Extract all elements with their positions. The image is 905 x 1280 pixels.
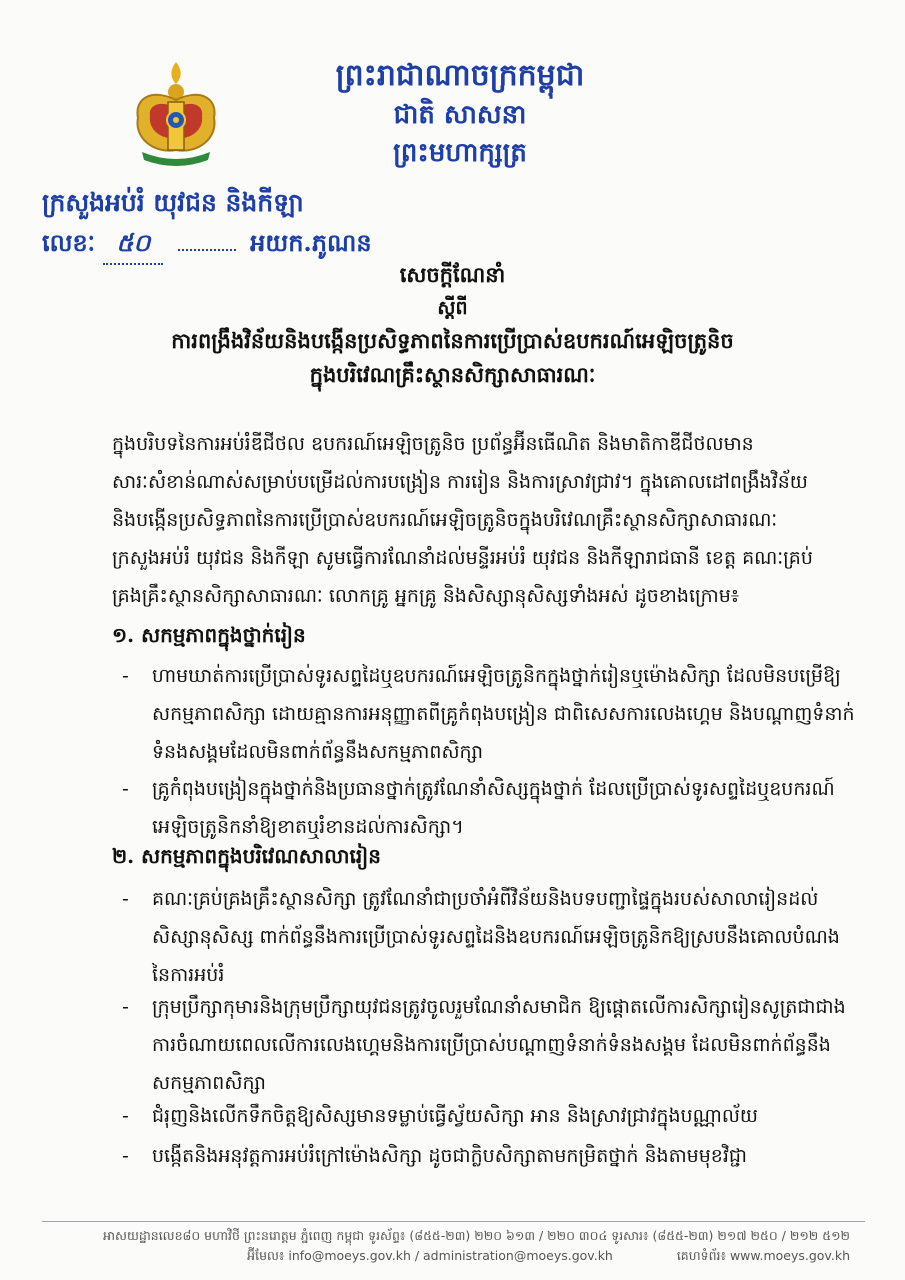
- intro-paragraph: ក្នុងបរិបទនៃការអប់រំឌីជីថល ឧបករណ៍អេឡិចត្រូនិច ប្រព័ន្ធអ៊ីនធើណិត និងមាតិកាឌីជីថលមានសារៈសំខាន់ណាស់សម្រាប់បម្រើដល់ការបង្រៀន ការរៀន និងការស្រាវជ្រាវ។ ក្នុងគោលដៅពង្រឹងវិន័យ និងបង្កើនប្រសិទ្ធភាពនៃការប្រើប្រាស់ឧបករណ៍អេឡិចត្រូនិចក្នុងបរិវេណគ្រឹះស្ថានសិក្សាសាធារណៈ ក្រសួងអប់រំ យុវជន និងកីឡា សូមធ្វើការណែនាំដល់មន្ទីរអប់រំ យុវជន និងកីឡារាជធានី ខេត្ត គណៈគ្រប់គ្រងគ្រឹះស្ថានសិក្សាសាធារណៈ លោកគ្រូ អ្នកគ្រូ និងសិស្សានុសិស្សទាំងអស់ ដូចខាងក្រោម៖: [112, 433, 813, 607]
- footer-website[interactable]: គេហទំព័រ៖ www.moeys.gov.kh: [676, 1248, 850, 1263]
- section-1-heading: ១. សកម្មភាពក្នុងថ្នាក់រៀន: [112, 623, 306, 647]
- footer-email[interactable]: អ៊ីមែល៖ info@moeys.gov.kh / administration@moeys.gov.kh: [247, 1248, 613, 1263]
- document-title: សេចក្តីណែនាំ: [399, 262, 506, 287]
- list-item: [122, 988, 857, 1102]
- bullet-dash: -: [122, 665, 129, 687]
- reference-number-row: [42, 228, 372, 265]
- section-2-heading: ២. សកម្មភាពក្នុងបរិវេណសាលារៀន: [112, 844, 381, 868]
- bullet-dash: -: [122, 1145, 129, 1167]
- document-title-about: ស្តីពី: [437, 297, 468, 319]
- national-motto: ជាតិ សាសនា ព្រះមហាក្សត្រ: [393, 100, 527, 168]
- bullet-dash: -: [122, 996, 129, 1018]
- document-subject-line-1: ការពង្រឹងវិន័យនិងបង្កើនប្រសិទ្ធភាពនៃការប្រើប្រាស់ឧបករណ៍អេឡិចត្រូនិច: [171, 328, 734, 353]
- ministry-emblem-logo: [128, 58, 224, 170]
- reference-label: លេខៈ: [42, 228, 96, 257]
- list-item: [122, 770, 857, 846]
- reference-suffix: អយក.ភូណន: [250, 228, 372, 257]
- bullet-text: គ្រូកំពុងបង្រៀនក្នុងថ្នាក់និងប្រធានថ្នាក់ត្រូវណែនាំសិស្សក្នុងថ្នាក់ ដែលប្រើប្រាស់ទូរសព្ទដៃឬឧបករណ៍អេឡិចត្រូនិកនាំឱ្យខាតឬរំខានដល់ការសិក្សា។: [152, 778, 835, 838]
- bullet-text: គណៈគ្រប់គ្រងគ្រឹះស្ថានសិក្សា ត្រូវណែនាំជាប្រចាំអំពីវិន័យនិងបទបញ្ជាផ្ទៃក្នុងរបស់សាលារៀនដល់សិស្សានុសិស្ស ពាក់ព័ន្ធនឹងការប្រើប្រាស់ទូរសព្ទដៃនិងឧបករណ៍អេឡិចត្រូនិកឱ្យស្របនឹងគោលបំណងនៃការអប់រំ: [152, 888, 840, 986]
- bullet-dash: -: [122, 1105, 129, 1127]
- list-item: [122, 1137, 857, 1175]
- footer-contacts: [90, 1248, 850, 1267]
- footer-address: អាសយដ្ឋានលេខ៨០ មហាវិថី ព្រះនរោត្តម ភ្នំពេញ កម្ពុជា ទូរស័ព្ទ៖ (៨៥៥-២៣) ២២០ ៦១៣ / ២២០ ៣០៤ ទូរសារ៖ (៨៥៥-២៣) ២១៧ ២៥០ / ២១២ ៥១២: [103, 1228, 850, 1243]
- bullet-text: ហាមឃាត់ការប្រើប្រាស់ទូរសព្ទដៃឬឧបករណ៍អេឡិចត្រូនិកក្នុងថ្នាក់រៀនឬម៉ោងសិក្សា ដែលមិនបម្រើឱ្យសកម្មភាពសិក្សា ដោយគ្មានការអនុញ្ញាតពីគ្រូកំពុងបង្រៀន ជាពិសេសការលេងហ្គេម និងបណ្តាញទំនាក់ទំនងសង្គមដែលមិនពាក់ព័ន្ធនឹងសកម្មភាពសិក្សា: [152, 665, 855, 763]
- bullet-text: ក្រុមប្រឹក្សាកុមារនិងក្រុមប្រឹក្សាយុវជនត្រូវចូលរួមណែនាំសមាជិក ឱ្យផ្តោតលើការសិក្សារៀនសូត្រជាជាងការចំណាយពេលលើការលេងហ្គេមនិងការប្រើប្រាស់បណ្តាញទំនាក់ទំនងសង្គម ដែលមិនពាក់ព័ន្ធនឹងសកម្មភាពសិក្សា: [152, 996, 846, 1094]
- bullet-dash: -: [122, 778, 129, 800]
- document-subject-line-2: ក្នុងបរិវេណគ្រឹះស្ថានសិក្សាសាធារណៈ: [309, 362, 596, 387]
- bullet-text: ជំរុញនិងលើកទឹកចិត្តឱ្យសិស្សមានទម្លាប់ធ្វើស្វ័យសិក្សា អាន និងស្រាវជ្រាវក្នុងបណ្ណាល័យ: [152, 1105, 759, 1127]
- bullet-dash: -: [122, 888, 129, 910]
- list-item: [122, 657, 857, 771]
- ministry-name: ក្រសួងអប់រំ យុវជន និងកីឡា: [42, 188, 304, 217]
- bullet-text: បង្កើតនិងអនុវត្តការអប់រំក្រៅម៉ោងសិក្សា ដូចជាក្លិបសិក្សាតាមកម្រិតថ្នាក់ និងតាមមុខវិជ្ជា: [152, 1145, 747, 1167]
- kingdom-heading: ព្រះរាជាណាចក្រកម្ពុជា: [335, 58, 585, 93]
- footer-divider: [42, 1221, 865, 1222]
- reference-dotted-line: [178, 249, 236, 251]
- list-item: [122, 880, 857, 994]
- list-item: [122, 1097, 857, 1135]
- reference-number: ៥០: [103, 228, 163, 265]
